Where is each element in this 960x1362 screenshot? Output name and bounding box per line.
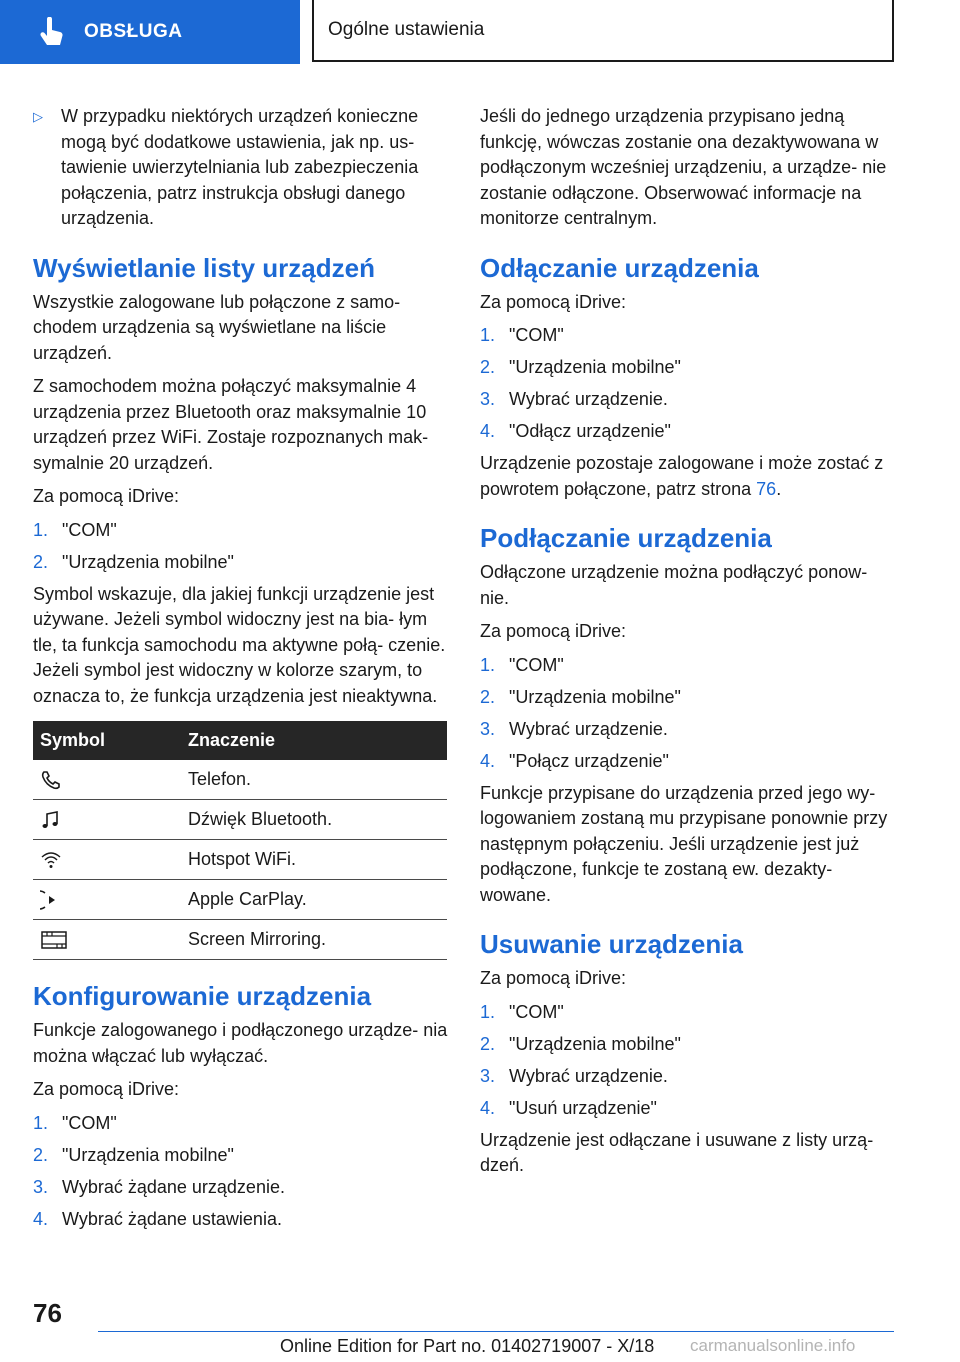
list-item: 1. "COM" [33,1112,117,1133]
section-label: OBSŁUGA [84,21,183,42]
list-item: 1. "COM" [33,519,117,540]
step-list [33,518,448,576]
table-cell: Screen Mirroring. [181,920,447,960]
table-row [33,760,447,800]
footer-divider [98,1331,894,1332]
list-item: 2. "Urządzenia mobilne" [480,686,681,707]
list-item: 3. Wybrać urządzenie. [480,389,668,409]
list-item: 4. "Usuń urządzenie" [480,1097,657,1118]
heading-remove-device: Usuwanie urządzenia [480,929,743,959]
paragraph: Za pomocą iDrive: [480,968,627,988]
paragraph: Jeśli do jednego urządzenia przypisano jedną funkcję, wówczas zostanie ona dezaktywowana w podłączonym wcześniej urządzeniu, a urządze‐ nie zostanie odłączone. Obserwować informacje na monitorze centralnym. [480,106,887,228]
list-item: 2. "Urządzenia mobilne" [480,1033,681,1054]
paragraph: Urządzenie pozostaje zalogowane i może zostać z powrotem połączone, patrz strona 76. [480,453,884,499]
list-item: 1. "COM" [480,325,564,345]
page-number: 76 [33,1298,62,1328]
watermark: carmanualsonline.info [690,1336,856,1355]
list-item: 2. "Urządzenia mobilne" [33,1144,234,1165]
table-cell: Apple CarPlay. [181,880,447,920]
list-item: 4. "Odłącz urządzenie" [480,421,671,441]
phone-icon [40,769,62,791]
symbol-table [33,721,447,960]
list-item: 1. "COM" [480,654,564,675]
note-text: W przypadku niektórych urządzeń konieczne mogą być dodatkowe ustawienia, jak np. us‐ tawienie uwierzytelniania lub zabezpieczenia połączenia, patrz instrukcja obsługi danego urządzenia. [61,106,419,228]
table-header: Symbol [33,721,181,760]
list-item: 2. "Urządzenia mobilne" [33,551,234,572]
page-link[interactable]: 76 [756,478,777,499]
music-note-icon [40,809,62,831]
table-header: Znaczenie [181,721,447,760]
step-list [480,653,895,775]
paragraph: Za pomocą iDrive: [480,291,627,312]
section-tab[interactable] [0,0,300,64]
table-cell: Telefon. [181,760,447,800]
paragraph: Za pomocą iDrive: [480,621,627,641]
table-header-row [33,721,447,760]
paragraph: Z samochodem można połączyć maksymalnie 4 urządzenia przez Bluetooth oraz maksymalnie 10 urządzeń przez WiFi. Zostaje rozpoznanych mak‐ symalnie 20 urządzeń. [33,376,429,473]
screen-mirroring-icon [40,929,68,951]
paragraph: Symbol wskazuje, dla jakiej funkcji urządzenie jest używane. Jeżeli symbol widoczny jest na bia‐ łym tle, ta funkcja samochodu ma aktywne połą‐ czenie. Jeżeli symbol jest widoczny w kolorze szarym, to oznacza to, że funkcja urządzenia jest nieaktywna. [33,583,446,706]
footer-edition: Online Edition for Part no. 01402719007 - X/18 [280,1336,655,1356]
pointing-hand-icon [38,17,64,47]
wifi-icon [40,849,62,871]
heading-disconnect-device: Odłączanie urządzenia [480,252,759,283]
list-item: 1. "COM" [480,1001,564,1022]
list-item: 3. Wybrać żądane urządzenie. [33,1176,285,1197]
step-list [33,1111,448,1233]
list-item: 2. "Urządzenia mobilne" [480,357,681,377]
table-row [33,800,447,840]
carplay-icon [40,889,62,911]
paragraph: Za pomocą iDrive: [33,1079,180,1099]
heading-configure-device: Konfigurowanie urządzenia [33,981,372,1011]
step-list [480,1000,895,1122]
paragraph: Odłączone urządzenie można podłączyć ponow‐ nie. [480,562,868,608]
table-row [33,920,447,960]
paragraph: Za pomocą iDrive: [33,486,180,506]
chapter-title: Ogólne ustawienia [328,19,485,40]
left-column [33,104,448,1239]
list-item: 3. Wybrać urządzenie. [480,718,668,739]
list-item: 3. Wybrać urządzenie. [480,1065,668,1086]
list-item: 4. "Połącz urządzenie" [480,750,669,771]
table-row [33,840,447,880]
step-list [480,323,895,445]
paragraph: Funkcje zalogowanego i podłączonego urządze‐ nia można włączać lub wyłączać. [33,1020,448,1066]
heading-device-list: Wyświetlanie listy urządzeń [33,252,375,283]
paragraph: Wszystkie zalogowane lub połączone z samo‐ chodem urządzenia są wyświetlane na liście urządzeń. [33,291,401,363]
note-block [33,104,448,232]
right-column [480,104,895,1187]
table-cell: Hotspot WiFi. [181,840,447,880]
table-cell: Dźwięk Bluetooth. [181,800,447,840]
heading-connect-device: Podłączanie urządzenia [480,523,772,553]
table-row [33,880,447,920]
list-item: 4. Wybrać żądane ustawienia. [33,1208,282,1229]
chapter-header [312,0,894,62]
paragraph: Funkcje przypisane do urządzenia przed jego wy‐ logowaniem zostaną mu przypisane ponownie przy następnym połączeniu. Jeśli urządzenie jest już podłączone, funkcje te zostaną ew. dezakty‐ wowane. [480,782,888,905]
triangle-bullet-icon: ▷ [33,109,43,124]
paragraph: Urządzenie jest odłączane i usuwane z listy urzą‐ dzeń. [480,1129,874,1175]
